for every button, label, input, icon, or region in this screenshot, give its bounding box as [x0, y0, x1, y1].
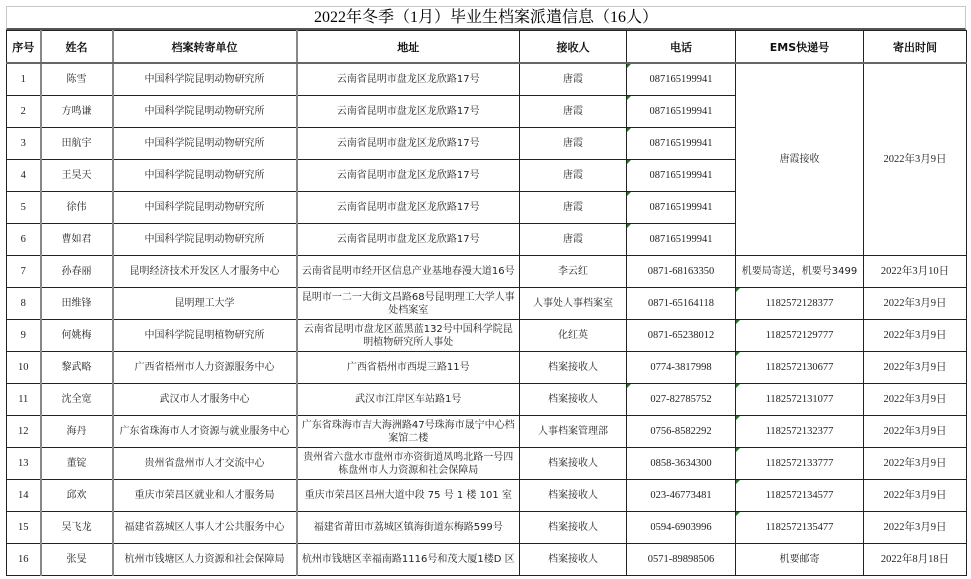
cell-name[interactable]: 沈全宽	[41, 384, 113, 416]
cell-date[interactable]: 2022年8月18日	[864, 544, 967, 576]
header-ems[interactable]: EMS快递号	[736, 31, 864, 64]
cell-ems-merged[interactable]: 唐霞接收	[736, 63, 864, 256]
cell-name[interactable]: 王昊天	[41, 160, 113, 192]
cell-seq[interactable]: 9	[7, 320, 41, 352]
cell-ems[interactable]: 1182572135477	[736, 512, 864, 544]
table-row	[7, 448, 967, 480]
cell-receiver[interactable]: 李云红	[520, 256, 627, 288]
cell-unit[interactable]: 中国科学院昆明动物研究所	[113, 224, 297, 256]
cell-receiver[interactable]: 档案接收人	[520, 448, 627, 480]
cell-address[interactable]: 广东省珠海市吉大海洲路47号珠海市晟宁中心档案馆二楼	[297, 416, 520, 448]
cell-address[interactable]: 广西省梧州市西堤三路11号	[297, 352, 520, 384]
cell-date[interactable]: 2022年3月9日	[864, 448, 967, 480]
spreadsheet	[6, 6, 966, 576]
cell-name[interactable]: 邱欢	[41, 480, 113, 512]
cell-date[interactable]: 2022年3月9日	[864, 480, 967, 512]
table-row	[7, 384, 967, 416]
header-seq[interactable]: 序号	[7, 31, 41, 64]
cell-seq[interactable]: 7	[7, 256, 41, 288]
table-row	[7, 544, 967, 576]
cell-address[interactable]: 福建省莆田市荔城区镇海街道东梅路599号	[297, 512, 520, 544]
cell-phone[interactable]: 087165199941	[627, 160, 736, 192]
cell-unit[interactable]: 福建省荔城区人事人才公共服务中心	[113, 512, 297, 544]
sheet-title[interactable]: 2022年冬季（1月）毕业生档案派遣信息（16人）	[6, 6, 966, 30]
cell-address[interactable]: 昆明市一二一大街文昌路68号昆明理工大学人事处档案室	[297, 288, 520, 320]
cell-unit[interactable]: 广东省珠海市人才资源与就业服务中心	[113, 416, 297, 448]
cell-date[interactable]: 2022年3月10日	[864, 256, 967, 288]
cell-phone[interactable]: 0774-3817998	[627, 352, 736, 384]
cell-receiver[interactable]: 人事档案管理部	[520, 416, 627, 448]
table-row	[7, 352, 967, 384]
table-row	[7, 512, 967, 544]
cell-ems[interactable]: 机要局寄送，机要号3499	[736, 256, 864, 288]
cell-unit[interactable]: 杭州市钱塘区人力资源和社会保障局	[113, 544, 297, 576]
cell-phone[interactable]: 087165199941	[627, 224, 736, 256]
cell-unit[interactable]: 重庆市荣昌区就业和人才服务局	[113, 480, 297, 512]
cell-unit[interactable]: 昆明经济技术开发区人才服务中心	[113, 256, 297, 288]
cell-unit[interactable]: 广西省梧州市人力资源服务中心	[113, 352, 297, 384]
cell-name[interactable]: 方鸣谦	[41, 96, 113, 128]
cell-date[interactable]: 2022年3月9日	[864, 512, 967, 544]
cell-receiver[interactable]: 唐霞	[520, 96, 627, 128]
cell-name[interactable]: 吴飞龙	[41, 512, 113, 544]
cell-date-merged[interactable]: 2022年3月9日	[864, 63, 967, 256]
cell-ems[interactable]: 1182572131077	[736, 384, 864, 416]
cell-ems[interactable]: 1182572128377	[736, 288, 864, 320]
cell-address[interactable]: 云南省昆明市盘龙区蓝黑蓝132号中国科学院昆明植物研究所人事处	[297, 320, 520, 352]
table-body	[7, 63, 967, 576]
cell-phone[interactable]: 023-46773481	[627, 480, 736, 512]
cell-phone[interactable]: 087165199941	[627, 63, 736, 96]
cell-seq[interactable]: 12	[7, 416, 41, 448]
cell-phone[interactable]: 0594-6903996	[627, 512, 736, 544]
cell-address[interactable]: 云南省昆明市盘龙区龙欣路17号	[297, 63, 520, 96]
cell-ems[interactable]: 1182572130677	[736, 352, 864, 384]
cell-receiver[interactable]: 唐霞	[520, 224, 627, 256]
cell-name[interactable]: 孙春丽	[41, 256, 113, 288]
cell-receiver[interactable]: 档案接收人	[520, 544, 627, 576]
cell-unit[interactable]: 昆明理工大学	[113, 288, 297, 320]
cell-unit[interactable]: 武汉市人才服务中心	[113, 384, 297, 416]
cell-receiver[interactable]: 化红英	[520, 320, 627, 352]
cell-ems[interactable]: 1182572129777	[736, 320, 864, 352]
cell-name[interactable]: 何姚梅	[41, 320, 113, 352]
cell-name[interactable]: 曹如君	[41, 224, 113, 256]
cell-seq[interactable]: 1	[7, 63, 41, 96]
cell-date[interactable]: 2022年3月9日	[864, 352, 967, 384]
cell-seq[interactable]: 4	[7, 160, 41, 192]
cell-receiver[interactable]: 人事处人事档案室	[520, 288, 627, 320]
cell-address[interactable]: 重庆市荣昌区昌州大道中段 75 号 1 楼 101 室	[297, 480, 520, 512]
cell-seq[interactable]: 15	[7, 512, 41, 544]
cell-phone[interactable]: 0871-65238012	[627, 320, 736, 352]
header-receiver[interactable]: 接收人	[520, 31, 627, 64]
cell-phone[interactable]: 087165199941	[627, 192, 736, 224]
cell-phone[interactable]: 0871-68163350	[627, 256, 736, 288]
cell-address[interactable]: 杭州市钱塘区幸福南路1116号和茂大厦1楼D 区	[297, 544, 520, 576]
cell-address[interactable]: 云南省昆明市盘龙区龙欣路17号	[297, 160, 520, 192]
header-address[interactable]: 地址	[297, 31, 520, 64]
cell-date[interactable]: 2022年3月9日	[864, 384, 967, 416]
table-row	[7, 320, 967, 352]
cell-address[interactable]: 云南省昆明市盘龙区龙欣路17号	[297, 224, 520, 256]
cell-unit[interactable]: 中国科学院昆明动物研究所	[113, 96, 297, 128]
cell-receiver[interactable]: 档案接收人	[520, 384, 627, 416]
header-unit[interactable]: 档案转寄单位	[113, 31, 297, 64]
dispatch-table	[6, 30, 967, 576]
cell-receiver[interactable]: 唐霞	[520, 192, 627, 224]
header-phone[interactable]: 电话	[627, 31, 736, 64]
cell-phone[interactable]: 027-82785752	[627, 384, 736, 416]
cell-receiver[interactable]: 唐霞	[520, 128, 627, 160]
cell-address[interactable]: 云南省昆明市盘龙区龙欣路17号	[297, 96, 520, 128]
cell-seq[interactable]: 8	[7, 288, 41, 320]
cell-address[interactable]: 云南省昆明市盘龙区龙欣路17号	[297, 192, 520, 224]
cell-receiver[interactable]: 档案接收人	[520, 512, 627, 544]
cell-seq[interactable]: 11	[7, 384, 41, 416]
cell-address[interactable]: 武汉市江岸区车站路1号	[297, 384, 520, 416]
cell-unit[interactable]: 中国科学院昆明植物研究所	[113, 320, 297, 352]
header-row	[7, 31, 967, 64]
cell-ems[interactable]: 1182572132377	[736, 416, 864, 448]
cell-date[interactable]: 2022年3月9日	[864, 320, 967, 352]
cell-unit[interactable]: 中国科学院昆明动物研究所	[113, 192, 297, 224]
cell-seq[interactable]: 2	[7, 96, 41, 128]
cell-name[interactable]: 田维锋	[41, 288, 113, 320]
cell-receiver[interactable]: 唐霞	[520, 160, 627, 192]
cell-ems[interactable]: 1182572134577	[736, 480, 864, 512]
cell-ems[interactable]: 机要邮寄	[736, 544, 864, 576]
cell-phone[interactable]: 0571-89898506	[627, 544, 736, 576]
cell-phone[interactable]: 087165199941	[627, 128, 736, 160]
cell-name[interactable]: 张旻	[41, 544, 113, 576]
cell-address[interactable]: 贵州省六盘水市盘州市亦资街道凤鸣北路一号四栋盘州市人力资源和社会保障局	[297, 448, 520, 480]
header-date[interactable]: 寄出时间	[864, 31, 967, 64]
cell-receiver[interactable]: 唐霞	[520, 63, 627, 96]
cell-name[interactable]: 徐伟	[41, 192, 113, 224]
cell-phone[interactable]: 0756-8582292	[627, 416, 736, 448]
cell-seq[interactable]: 6	[7, 224, 41, 256]
cell-date[interactable]: 2022年3月9日	[864, 288, 967, 320]
cell-seq[interactable]: 10	[7, 352, 41, 384]
cell-unit[interactable]: 贵州省盘州市人才交流中心	[113, 448, 297, 480]
cell-unit[interactable]: 中国科学院昆明动物研究所	[113, 63, 297, 96]
table-row	[7, 288, 967, 320]
cell-seq[interactable]: 5	[7, 192, 41, 224]
cell-name[interactable]: 董锭	[41, 448, 113, 480]
cell-unit[interactable]: 中国科学院昆明动物研究所	[113, 128, 297, 160]
table-row	[7, 63, 967, 96]
cell-phone[interactable]: 087165199941	[627, 96, 736, 128]
cell-seq[interactable]: 14	[7, 480, 41, 512]
cell-date[interactable]: 2022年3月9日	[864, 416, 967, 448]
table-row	[7, 256, 967, 288]
cell-address[interactable]: 云南省昆明市盘龙区龙欣路17号	[297, 128, 520, 160]
cell-name[interactable]: 田航宇	[41, 128, 113, 160]
cell-receiver[interactable]: 档案接收人	[520, 480, 627, 512]
cell-seq[interactable]: 16	[7, 544, 41, 576]
cell-seq[interactable]: 3	[7, 128, 41, 160]
cell-phone[interactable]: 0858-3634300	[627, 448, 736, 480]
table-row	[7, 480, 967, 512]
cell-phone[interactable]: 0871-65164118	[627, 288, 736, 320]
cell-ems[interactable]: 1182572133777	[736, 448, 864, 480]
cell-receiver[interactable]: 档案接收人	[520, 352, 627, 384]
cell-name[interactable]: 海丹	[41, 416, 113, 448]
cell-name[interactable]: 陈雪	[41, 63, 113, 96]
table-row	[7, 416, 967, 448]
header-name[interactable]: 姓名	[41, 31, 113, 64]
cell-name[interactable]: 黎武略	[41, 352, 113, 384]
cell-seq[interactable]: 13	[7, 448, 41, 480]
cell-address[interactable]: 云南省昆明市经开区信息产业基地春漫大道16号	[297, 256, 520, 288]
cell-unit[interactable]: 中国科学院昆明动物研究所	[113, 160, 297, 192]
